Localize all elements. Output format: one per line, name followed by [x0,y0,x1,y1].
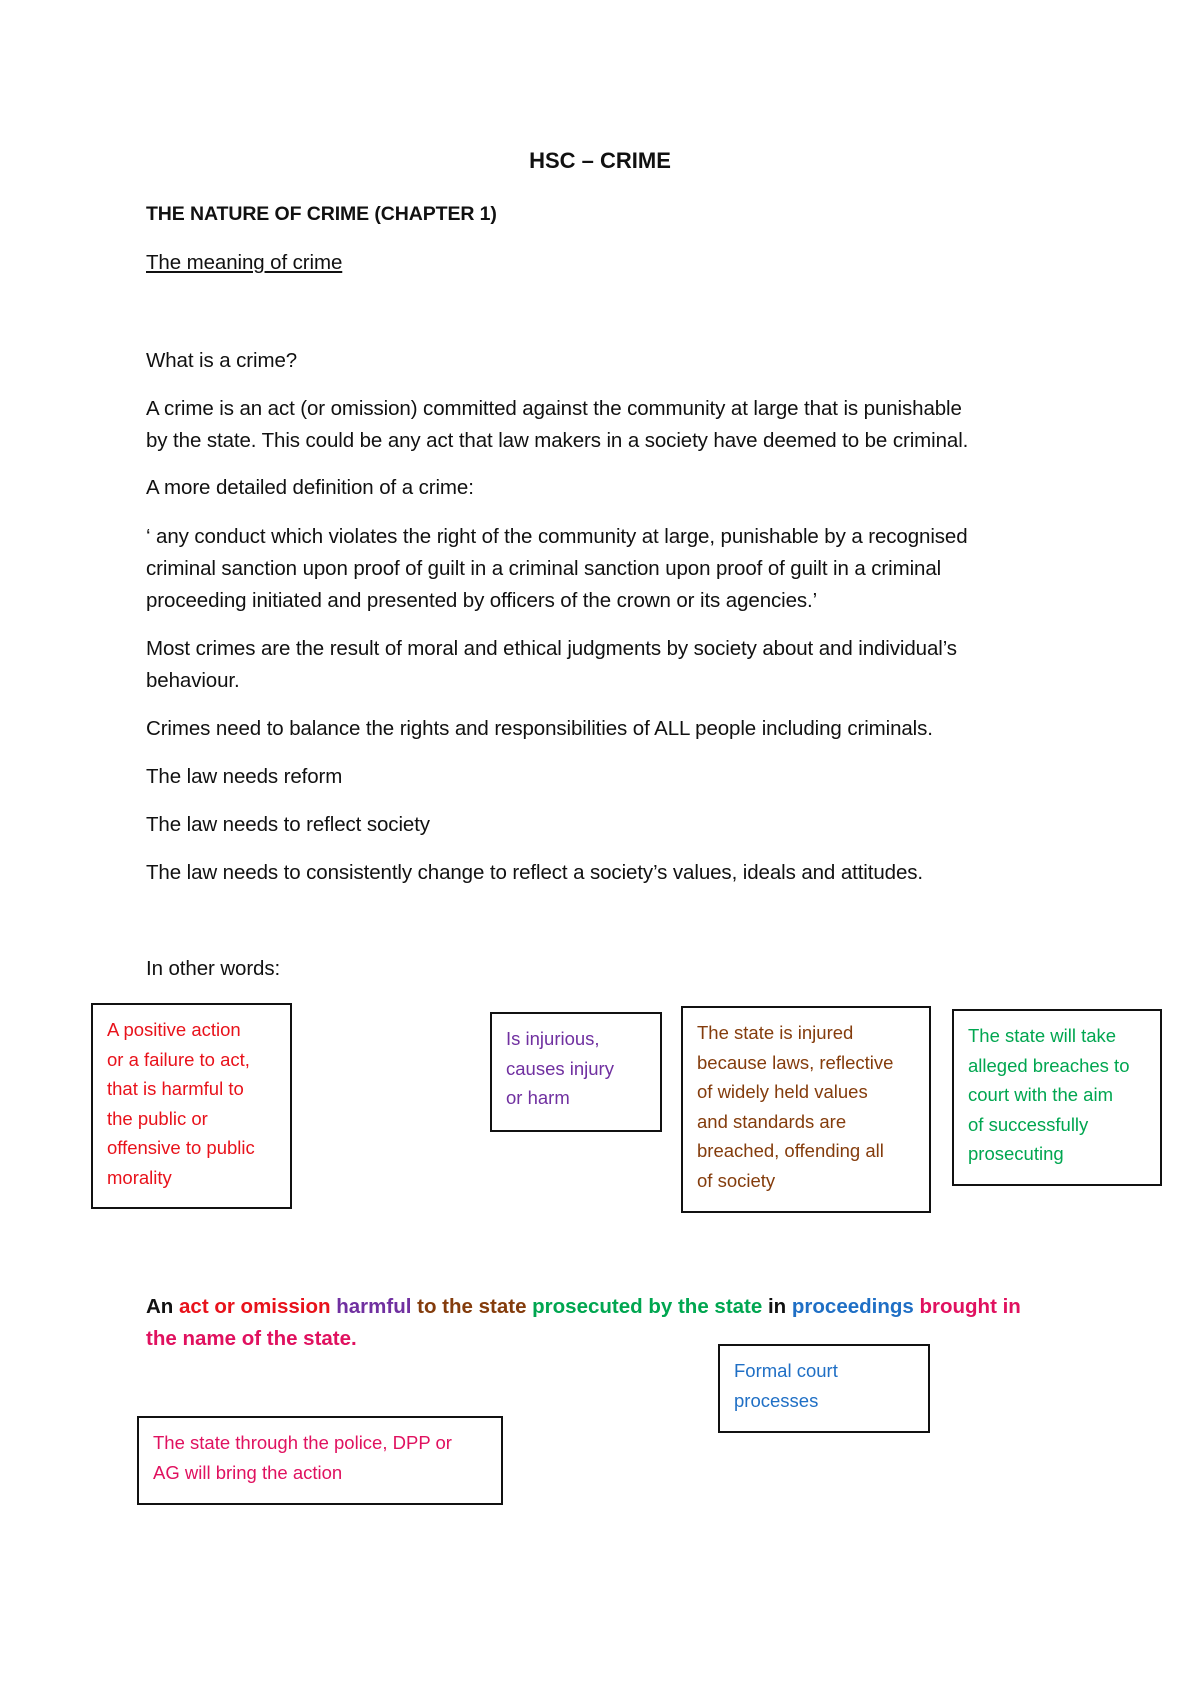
moral-line-1: Most crimes are the result of moral and ethical judgments by society about and individual’s [146,637,957,660]
quote-line-2: criminal sanction upon proof of guilt in a criminal sanction upon proof of guilt in a criminal [146,557,942,580]
state-court-box [952,1009,1162,1186]
subheading: The meaning of crime [146,251,343,274]
box-line: or a failure to act, [107,1048,250,1070]
definition-line-1: A crime is an act (or omission) committed against the community at large that is punishable [146,397,962,420]
state-injured-box [681,1006,931,1213]
positive-action-box [91,1003,292,1209]
summary-part: brought in [913,1295,1021,1318]
box-line: prosecuting [968,1143,1064,1164]
box-line: offensive to public [107,1137,255,1158]
box-line: and standards are [697,1110,847,1132]
summary-part: proceedings [791,1295,914,1318]
box-line: causes injury [506,1057,614,1079]
box-line: The state is injured [697,1022,854,1043]
question-text: What is a crime? [146,349,298,372]
box-line: processes [734,1389,819,1411]
summary-sentence [146,1291,1076,1355]
summary-part: act or omission [179,1295,331,1318]
box-line: of society [697,1169,776,1191]
box-line: because laws, reflective [697,1051,894,1073]
summary-part: in [762,1295,792,1318]
box-line: of widely held values [697,1081,868,1102]
definition-line-2: by the state. This could be any act that law makers in a society have deemed to be criminal. [146,429,969,452]
box-line: the public or [107,1107,208,1129]
summary-part: the name of the state. [146,1327,357,1350]
box-line: Formal court [734,1360,838,1381]
other-words-text: In other words: [146,957,281,980]
box-line: AG will bring the action [153,1461,343,1483]
box-line: breached, offending all [697,1140,884,1161]
reflect-text: The law needs to reflect society [146,813,430,836]
summary-part: An [146,1295,180,1318]
box-line: court with the aim [968,1084,1113,1105]
change-text: The law needs to consistently change to reflect a society’s values, ideals and attitudes. [146,861,924,884]
quote-line-3: proceeding initiated and presented by officers of the crown or its agencies.’ [146,589,818,612]
box-line: or harm [506,1087,570,1108]
page-title: HSC – CRIME [529,148,671,173]
balance-text: Crimes need to balance the rights and responsibilities of ALL people including criminals. [146,717,933,740]
formal-court-box [718,1344,930,1433]
box-line: morality [107,1166,172,1188]
box-line: Is injurious, [506,1028,600,1049]
summary-part: harmful [330,1295,412,1318]
moral-line-2: behaviour. [146,669,240,692]
detailed-definition-intro: A more detailed definition of a crime: [146,476,474,499]
summary-part: to the state [411,1295,527,1318]
box-line: that is harmful to [107,1078,244,1099]
summary-part: prosecuted by the state [526,1295,763,1318]
quote-line-1: ‘ any conduct which violates the right of the community at large, punishable by a recognised [146,525,968,548]
injurious-box [490,1012,662,1132]
state-police-box [137,1416,503,1505]
box-line: The state through the police, DPP or [153,1432,452,1453]
box-line: of successfully [968,1113,1089,1135]
box-line: The state will take [968,1025,1117,1046]
box-line: A positive action [107,1019,241,1040]
box-line: alleged breaches to [968,1054,1130,1076]
reform-text: The law needs reform [146,765,343,788]
section-heading: THE NATURE OF CRIME (CHAPTER 1) [146,203,497,225]
